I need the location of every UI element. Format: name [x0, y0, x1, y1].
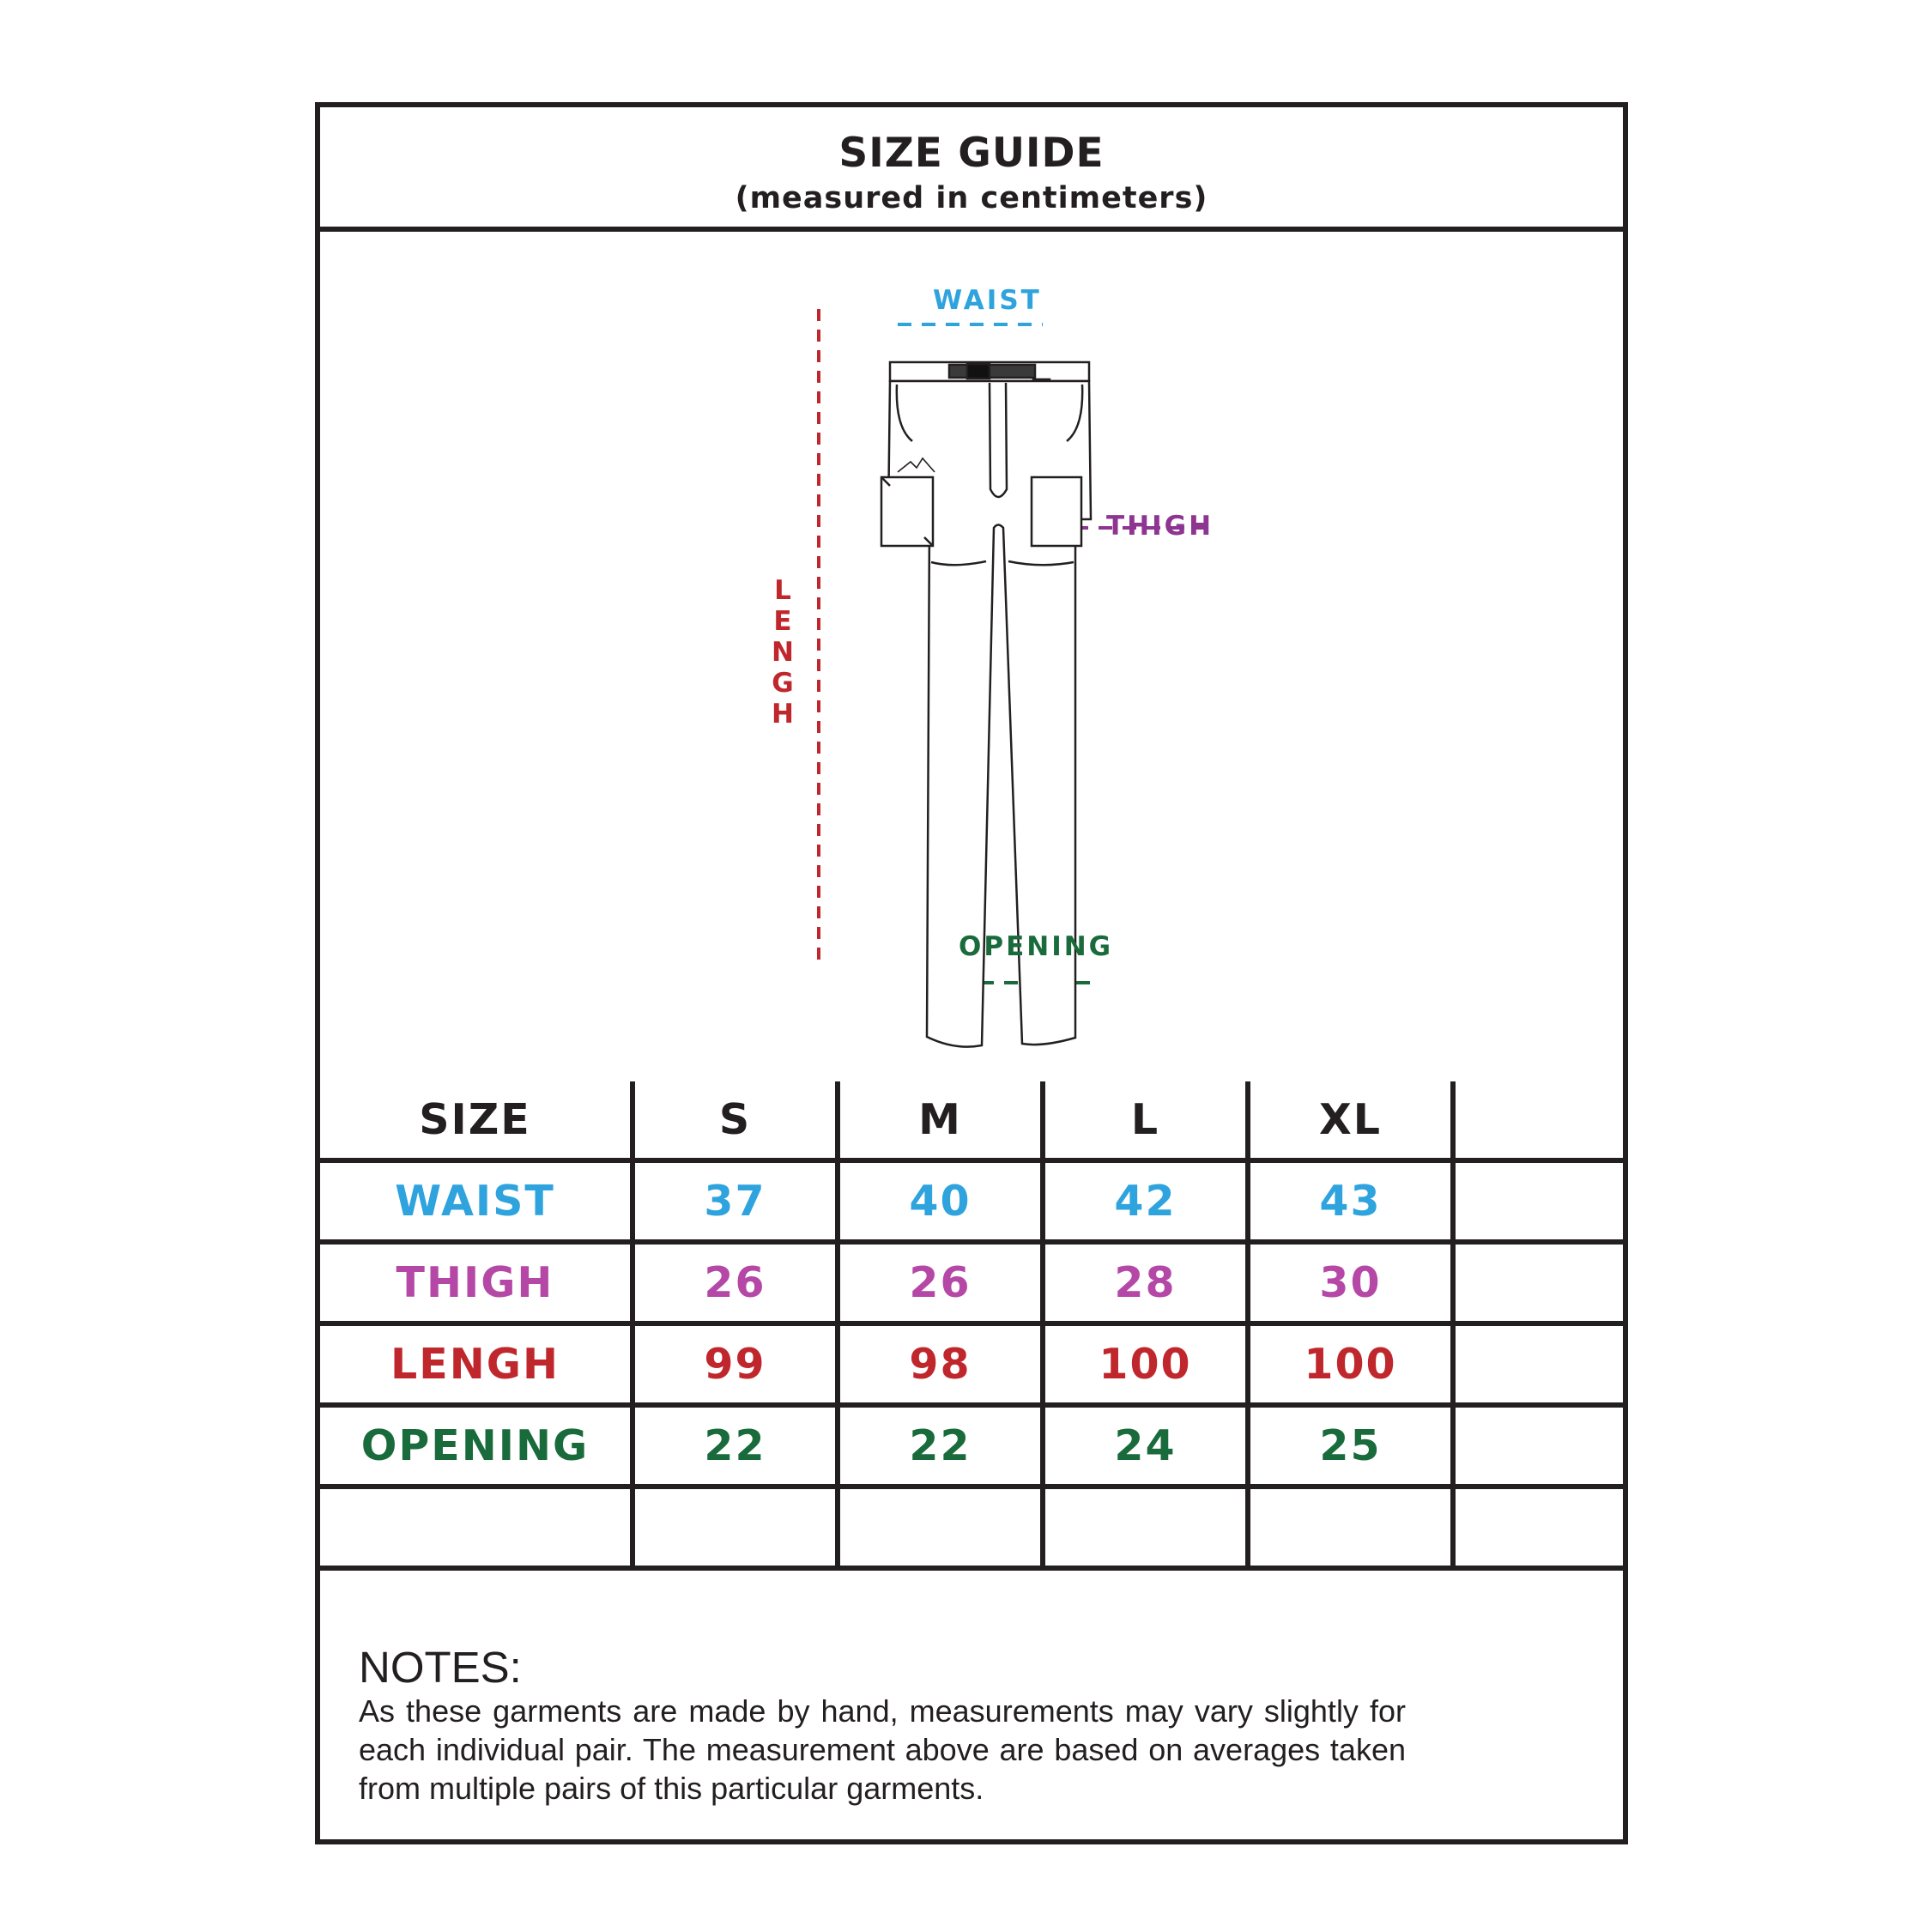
table-cell: 30 [1248, 1242, 1453, 1323]
header-cell: L [1043, 1081, 1248, 1160]
table-cell: 40 [838, 1160, 1043, 1242]
table-cell: 22 [633, 1405, 838, 1487]
table-cell-empty [1453, 1405, 1623, 1487]
table-row [320, 1405, 1623, 1487]
table-cell-empty [320, 1487, 633, 1568]
size-table [320, 1081, 1623, 1571]
opening-label: OPENING [959, 931, 1114, 962]
row-label: THIGH [320, 1242, 633, 1323]
table-cell-empty [838, 1487, 1043, 1568]
header-cell: XL [1248, 1081, 1453, 1160]
table-cell: 37 [633, 1160, 838, 1242]
table-row [320, 1242, 1623, 1323]
header-cell [1453, 1081, 1623, 1160]
table-cell: 25 [1248, 1405, 1453, 1487]
row-label: WAIST [320, 1160, 633, 1242]
table-cell: 26 [633, 1242, 838, 1323]
notes-title: NOTES: [359, 1643, 522, 1692]
page-title: SIZE GUIDE [838, 130, 1105, 177]
table-cell: 26 [838, 1242, 1043, 1323]
length-label [766, 575, 800, 730]
header-cell: S [633, 1081, 838, 1160]
size-guide-header [320, 107, 1623, 232]
table-cell: 24 [1043, 1405, 1248, 1487]
table-cell-empty [1453, 1160, 1623, 1242]
table-cell: 42 [1043, 1160, 1248, 1242]
table-cell: 100 [1248, 1323, 1453, 1405]
table-cell-empty [1453, 1242, 1623, 1323]
measurement-diagram [320, 232, 1623, 1081]
page-subtitle: (measured in centimeters) [735, 181, 1208, 215]
table-cell-empty [1043, 1487, 1248, 1568]
length-label-text: LENGH [772, 575, 794, 730]
notes-body: As these garments are made by hand, measurements may vary slightly for each individual pair. The measurement above are based on averages taken from multiple pairs of this particular garments. [359, 1693, 1406, 1806]
table-row-empty [320, 1487, 1623, 1568]
table-cell-empty [1453, 1323, 1623, 1405]
header-cell: M [838, 1081, 1043, 1160]
waist-label: WAIST [933, 285, 1042, 316]
row-label: LENGH [320, 1323, 633, 1405]
table-cell-empty [1248, 1487, 1453, 1568]
table-row [320, 1323, 1623, 1405]
table-cell: 99 [633, 1323, 838, 1405]
table-cell: 98 [838, 1323, 1043, 1405]
table-row [320, 1160, 1623, 1242]
size-guide-frame [315, 102, 1628, 1844]
header-cell: SIZE [320, 1081, 633, 1160]
table-cell: 28 [1043, 1242, 1248, 1323]
row-label: OPENING [320, 1405, 633, 1487]
table-header-row [320, 1081, 1623, 1160]
table-cell: 22 [838, 1405, 1043, 1487]
notes-section [359, 1644, 1406, 1808]
table-cell-empty [1453, 1487, 1623, 1568]
thigh-label: THIGH [1106, 511, 1214, 542]
table-cell: 43 [1248, 1160, 1453, 1242]
table-cell: 100 [1043, 1323, 1248, 1405]
table-cell-empty [633, 1487, 838, 1568]
